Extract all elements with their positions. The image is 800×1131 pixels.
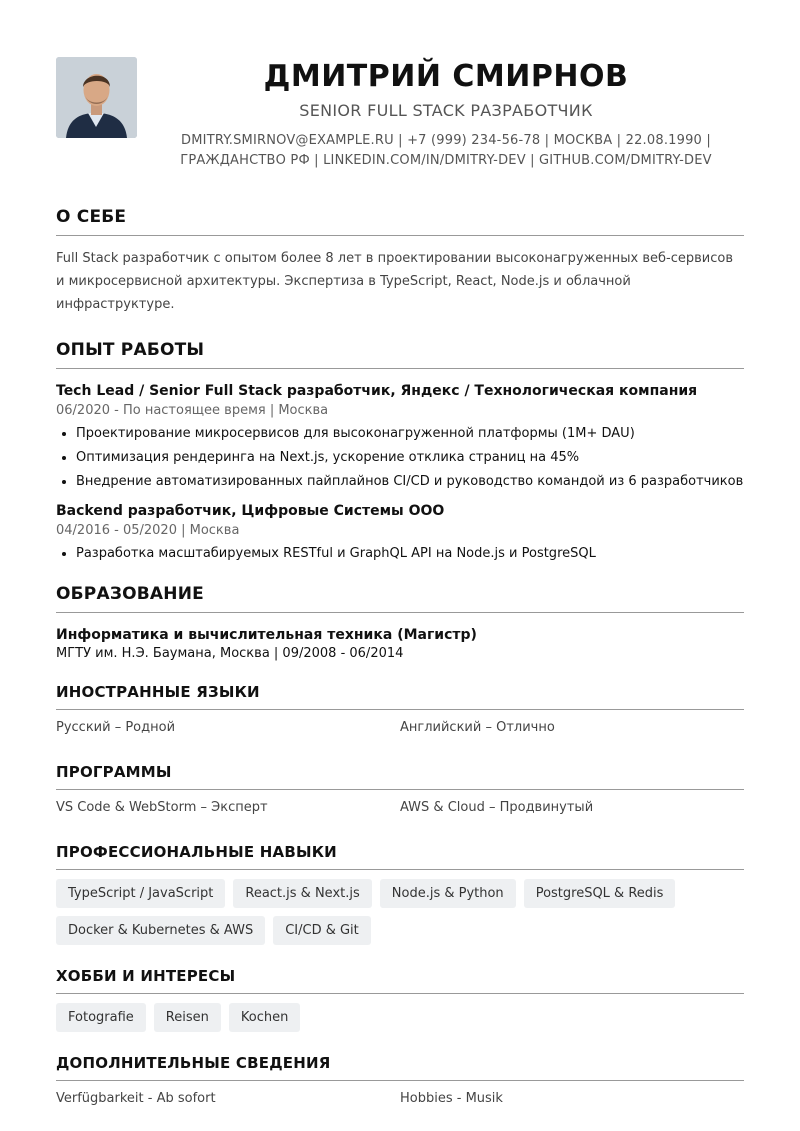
hobby-tag: Kochen: [229, 1003, 300, 1032]
list-item: Русский – Родной: [56, 720, 176, 735]
person-portrait-icon: [56, 57, 137, 138]
skills-tags: [56, 879, 744, 945]
section-heading: ПРОФЕССИОНАЛЬНЫЕ НАВЫКИ: [56, 843, 744, 870]
job-meta: 06/2020 - По настоящее время | Москва: [56, 403, 329, 418]
skill-tag: React.js & Next.js: [233, 879, 371, 908]
hobby-tag: Reisen: [154, 1003, 221, 1032]
software-list: [56, 800, 744, 815]
section-heading: ХОББИ И ИНТЕРЕСЫ: [56, 967, 744, 994]
job-bullets: [56, 422, 744, 494]
hobby-tags: [56, 1003, 744, 1032]
education-meta: МГТУ им. Н.Э. Баумана, Москва | 09/2008 - 06/2014: [56, 646, 404, 661]
section-software: [56, 763, 744, 815]
list-item: Verfügbarkeit - Ab sofort: [56, 1091, 216, 1106]
section-additional: [56, 1054, 744, 1106]
job-meta: 04/2016 - 05/2020 | Москва: [56, 523, 240, 538]
profile-photo: [56, 57, 137, 138]
section-experience: [56, 340, 744, 566]
list-item: VS Code & WebStorm – Эксперт: [56, 800, 268, 815]
job-bullets: [56, 542, 744, 566]
section-skills: [56, 843, 744, 945]
section-heading: ИНОСТРАННЫЕ ЯЗЫКИ: [56, 683, 744, 710]
skill-tag: CI/CD & Git: [273, 916, 371, 945]
section-heading: ПРОГРАММЫ: [56, 763, 744, 790]
section-languages: [56, 683, 744, 735]
job-title: Tech Lead / Senior Full Stack разработчик, Яндекс / Технологическая компания: [56, 383, 698, 399]
about-text: Full Stack разработчик с опытом более 8 лет в проектировании высоконагруженных веб-сервисов и микросервисной архитектуры. Экспертиза в TypeScript, React, Node.js и облачной инфраструктуре.: [56, 251, 734, 312]
section-hobbies: [56, 967, 744, 1032]
section-heading: ДОПОЛНИТЕЛЬНЫЕ СВЕДЕНИЯ: [56, 1054, 744, 1081]
hobby-tag: Fotografie: [56, 1003, 146, 1032]
list-item: Hobbies - Musik: [400, 1091, 503, 1106]
job-entry: [56, 502, 744, 566]
education-degree: Информатика и вычислительная техника (Магистр): [56, 627, 477, 643]
skill-tag: TypeScript / JavaScript: [56, 879, 225, 908]
header-text: [148, 57, 744, 171]
section-heading: О СЕБЕ: [56, 207, 744, 236]
section-heading: ОПЫТ РАБОТЫ: [56, 340, 744, 369]
candidate-title: SENIOR FULL STACK РАЗРАБОТЧИК: [299, 101, 593, 120]
contact-line-1: DMITRY.SMIRNOV@EXAMPLE.RU | +7 (999) 234-56-78 | МОСКВА | 22.08.1990 |: [181, 133, 711, 148]
list-item: • Разработка масштабируемых RESTful и GraphQL API на Node.js и PostgreSQL: [76, 542, 744, 566]
list-item: Английский – Отлично: [400, 720, 555, 735]
additional-list: [56, 1091, 744, 1106]
section-heading: ОБРАЗОВАНИЕ: [56, 584, 744, 613]
list-item: • Проектирование микросервисов для высоконагруженной платформы (1M+ DAU): [76, 422, 744, 446]
languages-list: [56, 720, 744, 735]
job-title: Backend разработчик, Цифровые Системы ООО: [56, 503, 445, 519]
job-entry: [56, 382, 744, 494]
section-education: [56, 584, 744, 661]
list-item: • Внедрение автоматизированных пайплайнов CI/CD и руководство командой из 6 разработчиков: [76, 470, 744, 494]
section-about: [56, 207, 744, 316]
skill-tag: Docker & Kubernetes & AWS: [56, 916, 265, 945]
contact-info: [148, 131, 744, 171]
contact-line-2: ГРАЖДАНСТВО РФ | LINKEDIN.COM/IN/DMITRY-DEV | GITHUB.COM/DMITRY-DEV: [180, 153, 712, 168]
resume-header: [56, 0, 744, 195]
skill-tag: Node.js & Python: [380, 879, 516, 908]
list-item: AWS & Cloud – Продвинутый: [400, 800, 594, 815]
list-item: • Оптимизация рендеринга на Next.js, ускорение отклика страниц на 45%: [76, 446, 744, 470]
candidate-name: ДМИТРИЙ СМИРНОВ: [263, 59, 629, 94]
skill-tag: PostgreSQL & Redis: [524, 879, 676, 908]
